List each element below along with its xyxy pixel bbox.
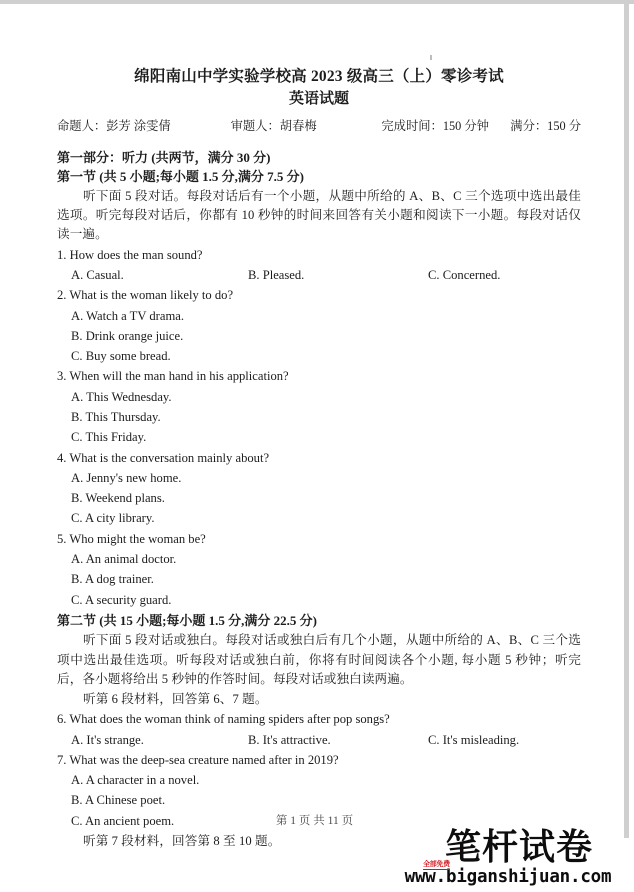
question-stem: 2. What is the woman likely to do? [57, 288, 234, 303]
watermark [395, 826, 621, 887]
meta-duration: 完成时间：150 分钟 [381, 119, 489, 133]
section-one-instructions: 听下面 5 段对话。每段对话后有一个小题，从题中所给的 A、B、C 三个选项中选出最佳选项。听完每段对话后，你都有 10 秒钟的时间来回答有关小题和阅读下一小题。每段对话仅读一遍。 [57, 189, 581, 242]
option-a[interactable]: A. This Wednesday. [71, 389, 172, 404]
question-options-inline [57, 731, 581, 750]
section-one-heading: 第一节 (共 5 小题;每小题 1.5 分,满分 7.5 分) [57, 168, 304, 184]
question-stem: 5. Who might the woman be? [57, 531, 206, 546]
page-top-border [0, 0, 634, 4]
option-a[interactable]: A. Watch a TV drama. [71, 308, 184, 323]
option-a[interactable]: A. Jenny's new home. [71, 470, 182, 485]
scan-speck [430, 55, 432, 60]
option-c[interactable]: C. An ancient poem. [71, 813, 175, 828]
part-one-heading: 第一部分：听力 (共两节，满分 30 分) [57, 150, 271, 165]
question-stem: 6. What does the woman think of naming spiders after pop songs? [57, 712, 390, 727]
option-c[interactable]: C. This Friday. [71, 430, 147, 445]
section-two-instructions: 听下面 5 段对话或独白。每段对话或独白后有几个小题，从题中所给的 A、B、C 三个选项中选出最佳选项。听每段对话或独白前，你将有时间阅读各个小题, 每小题 5 秒钟；听完后，各小题将给出 5 秒钟的作答时间。每段对话或独白读两遍。 [57, 633, 581, 686]
option-c[interactable]: C. A city library. [71, 511, 155, 526]
option-b[interactable]: B. A Chinese poet. [71, 793, 166, 808]
option-c[interactable]: C. Buy some bread. [71, 349, 171, 364]
option-b[interactable]: B. It's attractive. [248, 732, 331, 747]
page-right-border [624, 0, 629, 838]
option-a[interactable]: A. Casual. [71, 267, 124, 282]
section-two-heading: 第二节 (共 15 小题;每小题 1.5 分,满分 22.5 分) [57, 612, 317, 628]
question-options-inline [57, 266, 581, 285]
document-body [57, 66, 581, 851]
meta-reviewer: 审题人：胡春梅 [230, 119, 317, 133]
exam-meta-row [57, 118, 581, 135]
option-b[interactable]: B. A dog trainer. [71, 572, 154, 587]
question-stem: 3. When will the man hand in his application? [57, 369, 289, 384]
option-b[interactable]: B. Pleased. [248, 267, 305, 282]
option-a[interactable]: A. A character in a novel. [71, 773, 200, 788]
option-c[interactable]: C. Concerned. [428, 267, 501, 282]
option-c[interactable]: C. It's misleading. [428, 732, 520, 747]
option-b[interactable]: B. This Thursday. [71, 409, 161, 424]
exam-title: 绵阳南山中学实验学校高 2023 级高三（上）零诊考试 [134, 68, 504, 85]
watermark-badge: 全部免费 [423, 859, 450, 868]
option-a[interactable]: A. It's strange. [71, 732, 144, 747]
watermark-url: www.biganshijuan.com [404, 866, 612, 887]
question-stem: 4. What is the conversation mainly about? [57, 450, 270, 465]
option-b[interactable]: B. Drink orange juice. [71, 328, 184, 343]
watermark-brand: 笔杆试卷 [444, 826, 593, 868]
option-b[interactable]: B. Weekend plans. [71, 491, 165, 506]
option-c[interactable]: C. A security guard. [71, 592, 172, 607]
material-7-note: 听第 7 段材料，回答第 8 至 10 题。 [83, 834, 281, 849]
page-footer: 第 1 页 共 11 页 [275, 815, 354, 827]
question-stem: 7. What was the deep-sea creature named after in 2019? [57, 752, 339, 767]
meta-author: 命题人：彭芳 涂雯倩 [57, 119, 171, 133]
option-a[interactable]: A. An animal doctor. [71, 552, 177, 567]
exam-subject: 英语试题 [288, 91, 349, 107]
question-stem: 1. How does the man sound? [57, 247, 203, 262]
meta-total-score: 满分：150 分 [510, 119, 581, 133]
material-6-note: 听第 6 段材料，回答第 6、7 题。 [83, 692, 268, 707]
